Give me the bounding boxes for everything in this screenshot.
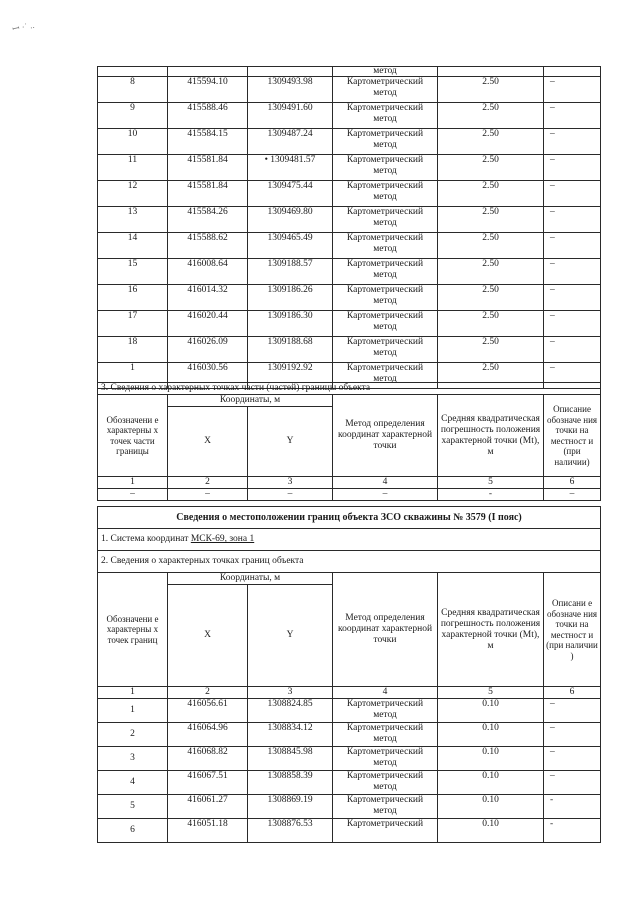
table-row xyxy=(98,311,601,337)
description: – xyxy=(544,129,601,155)
header-coords: Координаты, м xyxy=(168,395,333,407)
coord-x: 416068.82 xyxy=(168,747,248,771)
coord-y: 1309475.44 xyxy=(248,181,333,207)
points-table-continued xyxy=(97,66,601,389)
coord-y: 1308834.12 xyxy=(248,723,333,747)
accuracy: 0.10 xyxy=(438,795,544,819)
method: Картометрический метод xyxy=(333,103,438,129)
method: Картометрический метод xyxy=(333,311,438,337)
coord-x: 415588.46 xyxy=(168,103,248,129)
coord-y: 1309465.49 xyxy=(248,233,333,259)
method: Картометрический метод xyxy=(333,233,438,259)
coord-y: 1308824.85 xyxy=(248,699,333,723)
method: Картометрический метод xyxy=(333,747,438,771)
description: – xyxy=(544,103,601,129)
table-row xyxy=(98,285,601,311)
description: – xyxy=(544,699,601,723)
zso-header-coords: Координаты, м xyxy=(168,573,333,585)
coord-y: 1309493.98 xyxy=(248,77,333,103)
coord-x: 416056.61 xyxy=(168,699,248,723)
table-row xyxy=(98,129,601,155)
coord-x: 416030.56 xyxy=(168,363,248,389)
coord-y: 1308858.39 xyxy=(248,771,333,795)
coord-y: 1309469.80 xyxy=(248,207,333,233)
coord-x: 415588.62 xyxy=(168,233,248,259)
table-row xyxy=(98,723,601,747)
description: – xyxy=(544,181,601,207)
method: Картометрический метод xyxy=(333,155,438,181)
accuracy: 2.50 xyxy=(438,207,544,233)
coord-x: 416051.18 xyxy=(168,819,248,843)
coord-x: 416020.44 xyxy=(168,311,248,337)
accuracy: 2.50 xyxy=(438,285,544,311)
method-cell: метод xyxy=(333,67,438,77)
coord-x: 415584.15 xyxy=(168,129,248,155)
table-row xyxy=(98,337,601,363)
description: - xyxy=(544,819,601,843)
coord-x: 415584.26 xyxy=(168,207,248,233)
header-point-name: Обозначени е характерны х точек части границы xyxy=(98,395,168,477)
coord-x: 416061.27 xyxy=(168,795,248,819)
zso-title: Сведения о местоположении границ объекта ЗСО скважины № 3579 (I пояс) xyxy=(98,507,601,529)
zso-table xyxy=(97,506,601,843)
method: Картометрический метод xyxy=(333,723,438,747)
table-row xyxy=(98,207,601,233)
coordinate-system: 1. Система координат МСК-69, зона 1 xyxy=(98,529,601,551)
point-number: 2 xyxy=(98,723,168,747)
description: – xyxy=(544,259,601,285)
coord-x: 416014.32 xyxy=(168,285,248,311)
coord-y: 1309192.92 xyxy=(248,363,333,389)
table-row xyxy=(98,747,601,771)
zso-header-y: Y xyxy=(248,585,333,687)
table-row xyxy=(98,155,601,181)
point-number: 13 xyxy=(98,207,168,233)
coord-x: 415581.84 xyxy=(168,181,248,207)
zso-header-method: Метод определения координат характерной точки xyxy=(333,573,438,687)
corner-scribble: ꟷ ·˙ .. xyxy=(11,19,36,35)
table-row xyxy=(98,181,601,207)
accuracy: 0.10 xyxy=(438,747,544,771)
method: Картометрический метод xyxy=(333,771,438,795)
accuracy: 0.10 xyxy=(438,819,544,843)
point-number: 1 xyxy=(98,699,168,723)
point-number: 8 xyxy=(98,77,168,103)
accuracy: 2.50 xyxy=(438,155,544,181)
accuracy: 2.50 xyxy=(438,259,544,285)
point-number: 17 xyxy=(98,311,168,337)
coord-x: 416064.96 xyxy=(168,723,248,747)
header-y: Y xyxy=(248,407,333,477)
coord-x: 416067.51 xyxy=(168,771,248,795)
table-row xyxy=(98,771,601,795)
accuracy: 2.50 xyxy=(438,337,544,363)
method: Картометрический метод xyxy=(333,795,438,819)
zso-header-description: Описани е обозначе ния точки на местност и (при наличии ) xyxy=(544,573,601,687)
point-number: 1 xyxy=(98,363,168,389)
coordinate-system-name: МСК-69, зона 1 xyxy=(190,534,255,544)
coord-x: 415581.84 xyxy=(168,155,248,181)
description: – xyxy=(544,77,601,103)
empty-row: – – – – - – xyxy=(98,489,601,501)
description: – xyxy=(544,723,601,747)
table-row xyxy=(98,259,601,285)
accuracy: 0.10 xyxy=(438,699,544,723)
table-row xyxy=(98,699,601,723)
table-row xyxy=(98,795,601,819)
point-number: 16 xyxy=(98,285,168,311)
method: Картометрический метод xyxy=(333,181,438,207)
coord-y: 1309188.68 xyxy=(248,337,333,363)
coord-y: 1308876.53 xyxy=(248,819,333,843)
header-method: Метод определения координат характерной точки xyxy=(333,395,438,477)
accuracy: 2.50 xyxy=(438,129,544,155)
accuracy: 0.10 xyxy=(438,723,544,747)
coord-y: 1309186.26 xyxy=(248,285,333,311)
coord-y: 1309188.57 xyxy=(248,259,333,285)
point-number: 14 xyxy=(98,233,168,259)
coord-x: 416026.09 xyxy=(168,337,248,363)
point-number: 10 xyxy=(98,129,168,155)
accuracy: 0.10 xyxy=(438,771,544,795)
description: – xyxy=(544,155,601,181)
description: – xyxy=(544,771,601,795)
point-number: 4 xyxy=(98,771,168,795)
points-title: 2. Сведения о характерных точках границ объекта xyxy=(98,551,601,573)
description: – xyxy=(544,233,601,259)
method: Картометрический метод xyxy=(333,77,438,103)
description: – xyxy=(544,285,601,311)
description: – xyxy=(544,311,601,337)
zso-header-point-name: Обозначени е характерны х точек границ xyxy=(98,573,168,687)
method: Картометрический метод xyxy=(333,259,438,285)
table-row xyxy=(98,77,601,103)
method: Картометрический метод xyxy=(333,129,438,155)
table-row xyxy=(98,819,601,843)
accuracy: 2.50 xyxy=(438,233,544,259)
column-numbers: 1 2 3 4 5 6 xyxy=(98,477,601,489)
method: Картометрический метод xyxy=(333,699,438,723)
continued-row xyxy=(98,67,601,77)
section-title: 3. Сведения о характерных точках части (частей) границы объекта xyxy=(98,383,601,395)
point-number: 9 xyxy=(98,103,168,129)
coord-y: 1308845.98 xyxy=(248,747,333,771)
description: – xyxy=(544,207,601,233)
accuracy: 2.50 xyxy=(438,181,544,207)
part-points-table xyxy=(97,382,601,501)
method: Картометрический метод xyxy=(333,285,438,311)
coord-y: 1309487.24 xyxy=(248,129,333,155)
table-row xyxy=(98,233,601,259)
point-number: 6 xyxy=(98,819,168,843)
header-description: Описание обозначе ния точки на местност и (при наличии) xyxy=(544,395,601,477)
accuracy: 2.50 xyxy=(438,77,544,103)
coord-y: • 1309481.57 xyxy=(248,155,333,181)
zso-header-accuracy: Средняя квадратическая погрешность положения характерной точки (Mt), м xyxy=(438,573,544,687)
accuracy: 2.50 xyxy=(438,311,544,337)
point-number: 15 xyxy=(98,259,168,285)
point-number: 3 xyxy=(98,747,168,771)
description: - xyxy=(544,795,601,819)
zso-header-x: X xyxy=(168,585,248,687)
header-accuracy: Средняя квадратическая погрешность положения характерной точки (Mt), м xyxy=(438,395,544,477)
point-number: 5 xyxy=(98,795,168,819)
coord-y: 1309186.30 xyxy=(248,311,333,337)
accuracy: 2.50 xyxy=(438,363,544,389)
point-number: 12 xyxy=(98,181,168,207)
coord-x: 416008.64 xyxy=(168,259,248,285)
method: Картометрический метод xyxy=(333,363,438,389)
method: Картометрический метод xyxy=(333,337,438,363)
method: Картометрический xyxy=(333,819,438,843)
method: Картометрический метод xyxy=(333,207,438,233)
description: – xyxy=(544,363,601,389)
point-number: 18 xyxy=(98,337,168,363)
accuracy: 2.50 xyxy=(438,103,544,129)
point-number: 11 xyxy=(98,155,168,181)
description: – xyxy=(544,337,601,363)
description: – xyxy=(544,747,601,771)
zso-column-numbers: 1 2 3 4 5 6 xyxy=(98,687,601,699)
header-x: X xyxy=(168,407,248,477)
coord-y: 1309491.60 xyxy=(248,103,333,129)
coord-y: 1308869.19 xyxy=(248,795,333,819)
table-row xyxy=(98,103,601,129)
coord-x: 415594.10 xyxy=(168,77,248,103)
